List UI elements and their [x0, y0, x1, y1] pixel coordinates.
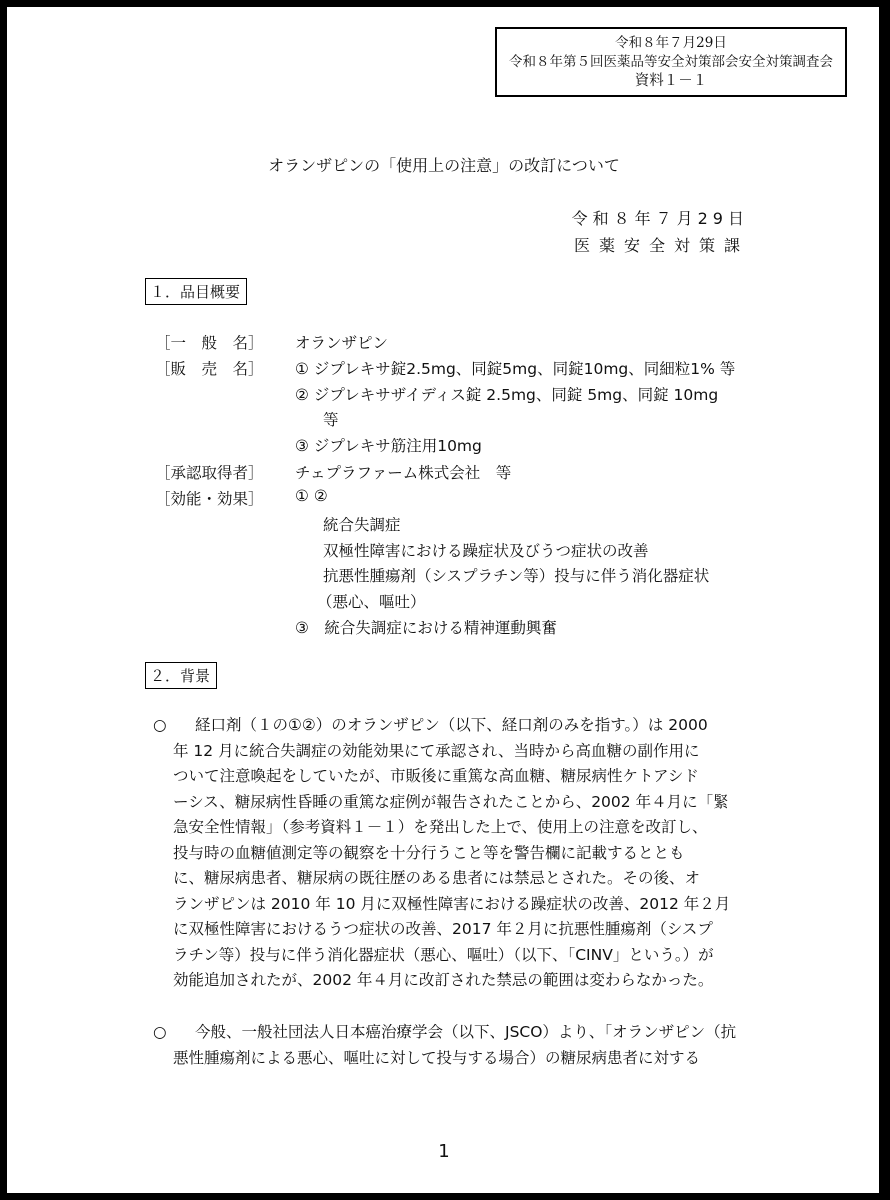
paragraph-line: 急安全性情報」（参考資料１－１）を発出した上で、使用上の注意を改訂し、 [173, 818, 708, 836]
efficacy-item: 双極性障害における躁症状及びうつ症状の改善 [323, 542, 649, 560]
paragraph-line: 悪性腫瘍剤による悪心、嘔吐に対して投与する場合）の糖尿病患者に対する [173, 1048, 701, 1067]
general-name: オランザピン [295, 334, 389, 352]
section1-heading: １．品目概要 [145, 278, 247, 305]
brand-item: 等 [323, 411, 339, 429]
paragraph-line: に双極性障害におけるうつ症状の改善、2017 年２月に抗悪性腫瘍剤（シスプ [173, 920, 713, 938]
paragraph-line: ランザピンは 2010 年 10 月に双極性障害における躁症状の改善、2012 年２月 [173, 894, 731, 913]
efficacy-item: 抗悪性腫瘍剤（シスプラチン等）投与に伴う消化器症状 [323, 567, 710, 585]
brand-item: ① ジプレキサ錠2.5mg、同錠5mg、同錠10mg、同細粒1% 等 [295, 360, 736, 378]
paragraph-line: 効能追加されたが、2002 年４月に改訂された禁忌の範囲は変わらなかった。 [173, 971, 714, 989]
meeting-date: 令和８年７月29日 [615, 35, 727, 51]
section2-heading: ２．背景 [145, 662, 217, 689]
paragraph-line: に、糖尿病患者、糖尿病の既往歴のある患者には禁忌とされた。その後、オ [173, 869, 701, 887]
efficacy-item: ① ② [295, 487, 328, 505]
efficacy-item: ③ 統合失調症における精神運動興奮 [295, 619, 557, 637]
bullet-circle-icon: ○ [153, 1023, 167, 1041]
paragraph-line: ついて注意喚起をしていたが、市販後に重篤な高血糖、糖尿病性ケトアシド [173, 767, 699, 785]
brand-label: ［販 売 名］ [155, 360, 264, 378]
efficacy-label: ［効能・効果］ [155, 490, 264, 508]
paragraph-line: 経口剤（１の①②）のオランザピン（以下、経口剤のみを指す。）は 2000 [195, 716, 708, 734]
material-number: 資料１－１ [634, 73, 708, 89]
brand-item: ② ジプレキサザイディス錠 2.5mg、同錠 5mg、同錠 10mg [295, 386, 719, 404]
document-title: オランザピンの「使用上の注意」の改訂について [268, 156, 620, 175]
efficacy-item: 統合失調症 [323, 516, 401, 534]
brand-item: ③ ジプレキサ筋注用10mg [295, 437, 482, 455]
efficacy-item: （悪心、嘔吐） [317, 593, 426, 611]
paragraph-line: 投与時の血糖値測定等の観察を十分行うこと等を警告欄に記載するととも [173, 843, 685, 862]
background-paragraph-1 [153, 713, 753, 994]
page-number: 1 [438, 1141, 450, 1162]
paragraph-line: ーシス、糖尿病性昏睡の重篤な症例が報告されたことから、2002 年４月に「緊 [173, 792, 729, 811]
paragraph-line: 今般、一般社団法人日本癌治療学会（以下、JSCO）より、「オランザピン（抗 [195, 1023, 737, 1041]
meeting-info-box [495, 27, 847, 97]
meeting-name: 令和８年第５回医薬品等安全対策部会安全対策調査会 [509, 54, 833, 70]
department-name: 医薬安全対策課 [573, 236, 749, 255]
paragraph-line: ラチン等）投与に伴う消化器症状（悪心、嘔吐）（以下、「CINV」という。）が [173, 945, 714, 964]
paragraph-line: 年 12 月に統合失調症の効能効果にて承認され、当時から高血糖の副作用に [173, 741, 700, 760]
background-paragraph-2 [153, 1020, 753, 1071]
general-name-label: ［一 般 名］ [155, 334, 264, 352]
document-page [6, 6, 880, 1194]
holder: チェプラファーム株式会社 等 [295, 464, 512, 482]
issue-date: 令和８年７月29日 [571, 209, 749, 228]
bullet-circle-icon: ○ [153, 716, 167, 734]
holder-label: ［承認取得者］ [155, 464, 264, 482]
